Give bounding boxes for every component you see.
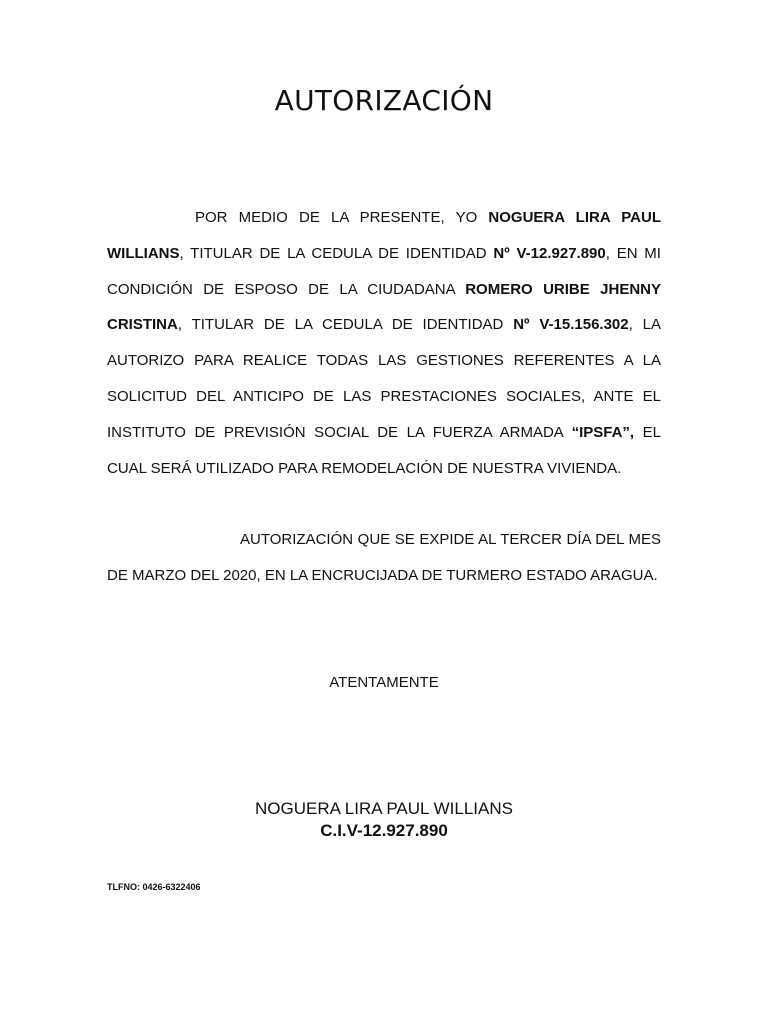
paragraph-text: , TITULAR DE LA CEDULA DE IDENTIDAD [177, 316, 514, 334]
paragraph-text: POR MEDIO DE LA PRESENTE, YO [195, 209, 489, 226]
paragraph-text: EL CUAL SERÁ UTILIZADO PARA REMODELACIÓN DE NUESTRA VIVIENDA. [107, 423, 662, 477]
signature-name: NOGUERA LIRA PAUL WILLIANS [255, 799, 513, 818]
signature-block [0, 798, 768, 842]
paragraph-text: , TITULAR DE LA CEDULA DE IDENTIDAD [179, 244, 494, 262]
paragraph-text: , LA AUTORIZO PARA REALICE TODAS LAS GESTIONES REFERENTES A LA SOLICITUD DEL ANTICIPO DE LAS PRESTACIONES SOCIALES, ANTE EL INSTITUTO DE PREVISIÓN SOCIAL DE LA FUERZA ARMADA [107, 316, 661, 441]
paragraph-text: , EN MI CONDICIÓN DE ESPOSO DE LA CIUDADANA [107, 244, 661, 298]
phone-number: TLFNO: 0426-6322406 [107, 882, 201, 892]
authorizer-name: NOGUERA LIRA PAUL WILLIANS [107, 209, 661, 262]
spouse-name: ROMERO URIBE JHENNY CRISTINA [107, 280, 662, 334]
organization-name: “IPSFA”, [571, 423, 635, 441]
signature-id: C.I.V-12.927.890 [320, 821, 448, 840]
authorizer-id: Nº V-12.927.890 [493, 244, 606, 262]
document-title: AUTORIZACIÓN [274, 84, 494, 117]
spouse-id: Nº V-15.156.302 [513, 316, 629, 334]
closing-salutation: ATENTAMENTE [329, 674, 439, 691]
authorization-paragraph [107, 200, 661, 486]
issue-date-paragraph: AUTORIZACIÓN QUE SE EXPIDE AL TERCER DÍA DEL MES DE MARZO DEL 2020, EN LA ENCRUCIJADA DE TURMERO ESTADO ARAGUA. [107, 531, 661, 584]
